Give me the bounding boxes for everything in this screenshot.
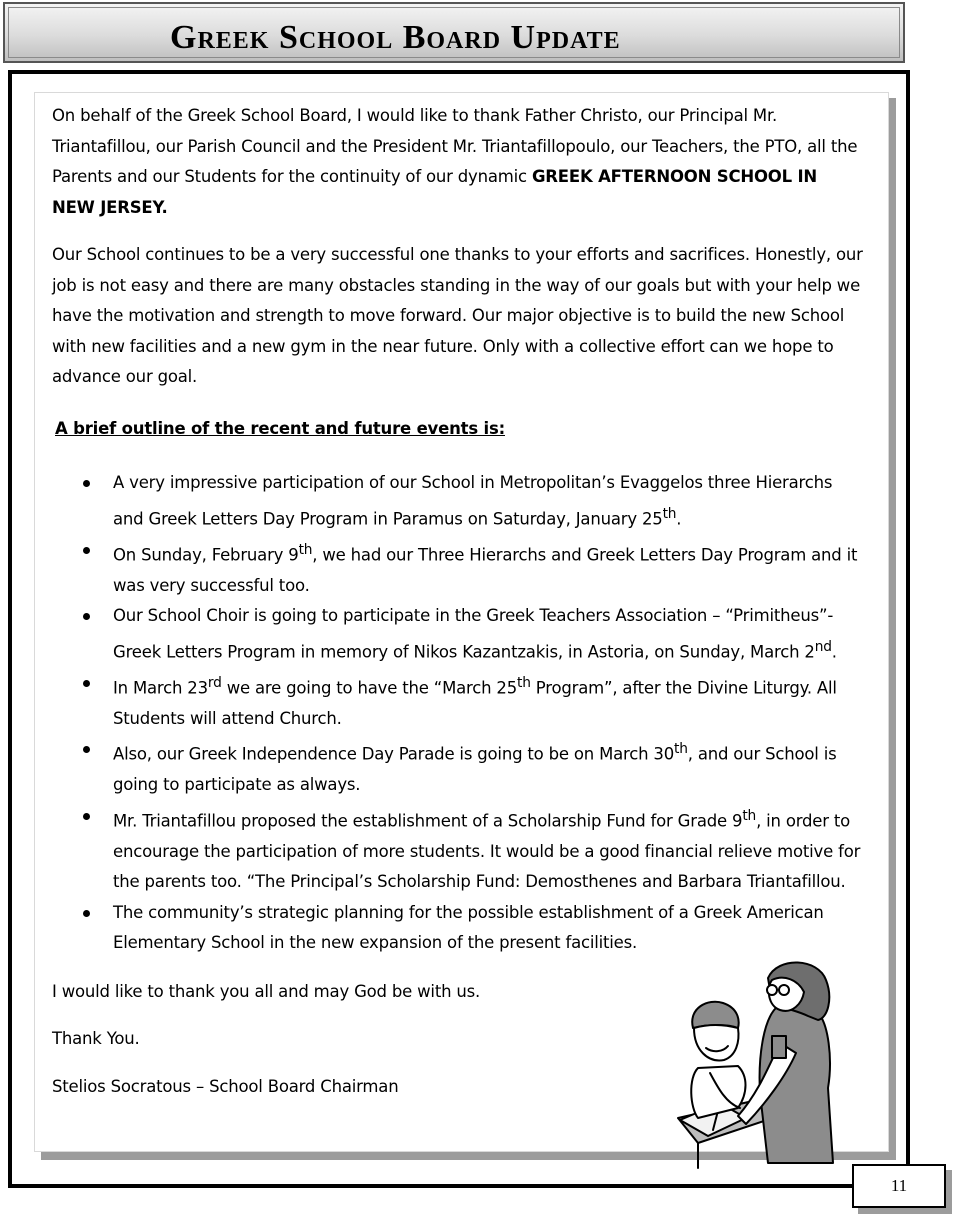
list-item: Our School Choir is going to participate in the Greek Teachers Association – “Primitheus”- Greek Letters Program in memory of Nikos Kazantzakis, in Astoria, on Sunday, March 2nd.: [113, 601, 864, 668]
page-title: Greek School Board Update: [170, 19, 621, 56]
list-item: Also, our Greek Independence Day Parade is going to be on March 30th, and our School is going to participate as always.: [113, 734, 864, 801]
intro-text: On behalf of the Greek School Board, I would like to thank Father Christo, our Principal Mr. Triantafillou, our Parish Council and the President Mr. Triantafillopoulo, our Teachers, the PTO, all the Parents and our Students for the continuity of our dynamic: [52, 106, 858, 186]
body-paragraph: Our School continues to be a very successful one thanks to your efforts and sacrifices. Honestly, our job is not easy and there are many obstacles standing in the way of our goals but with your help we have the motivation and strength to move forward. Our major objective is to build the new School with new facilities and a new gym in the near future. Only with a collective effort can we hope to advance our goal.: [52, 245, 863, 386]
article-text: [52, 101, 864, 1102]
signature: Stelios Socratous – School Board Chairman: [52, 1076, 399, 1096]
page-number: 11: [852, 1164, 946, 1208]
list-item: A very impressive participation of our School in Metropolitan’s Evaggelos three Hierarchs and Greek Letters Day Program in Paramus on Saturday, January 25th.: [113, 468, 864, 535]
title-banner: [3, 2, 905, 63]
list-item: On Sunday, February 9th, we had our Three Hierarchs and Greek Letters Day Program and it was very successful too.: [113, 535, 864, 602]
events-heading: A brief outline of the recent and future events is:: [55, 418, 505, 438]
thank-you-line: Thank You.: [52, 1029, 140, 1048]
list-item: Mr. Triantafillou proposed the establishment of a Scholarship Fund for Grade 9th, in order to encourage the participation of more students. It would be a good financial relieve motive for the parents too. “The Principal’s Scholarship Fund: Demosthenes and Barbara Triantafillou.: [113, 801, 864, 898]
teacher-student-illustration: [668, 958, 853, 1173]
events-list: [52, 468, 864, 959]
list-item: In March 23rd we are going to have the “March 25th Program”, after the Divine Liturgy. All Students will attend Church.: [113, 668, 864, 735]
school-name: GREEK AFTERNOON SCHOOL IN NEW JERSEY.: [52, 167, 818, 217]
closing-line: I would like to thank you all and may God be with us.: [52, 981, 481, 1001]
intro-paragraph: [52, 101, 864, 223]
list-item: The community’s strategic planning for the possible establishment of a Greek American Elementary School in the new expansion of the present facilities.: [113, 898, 864, 959]
